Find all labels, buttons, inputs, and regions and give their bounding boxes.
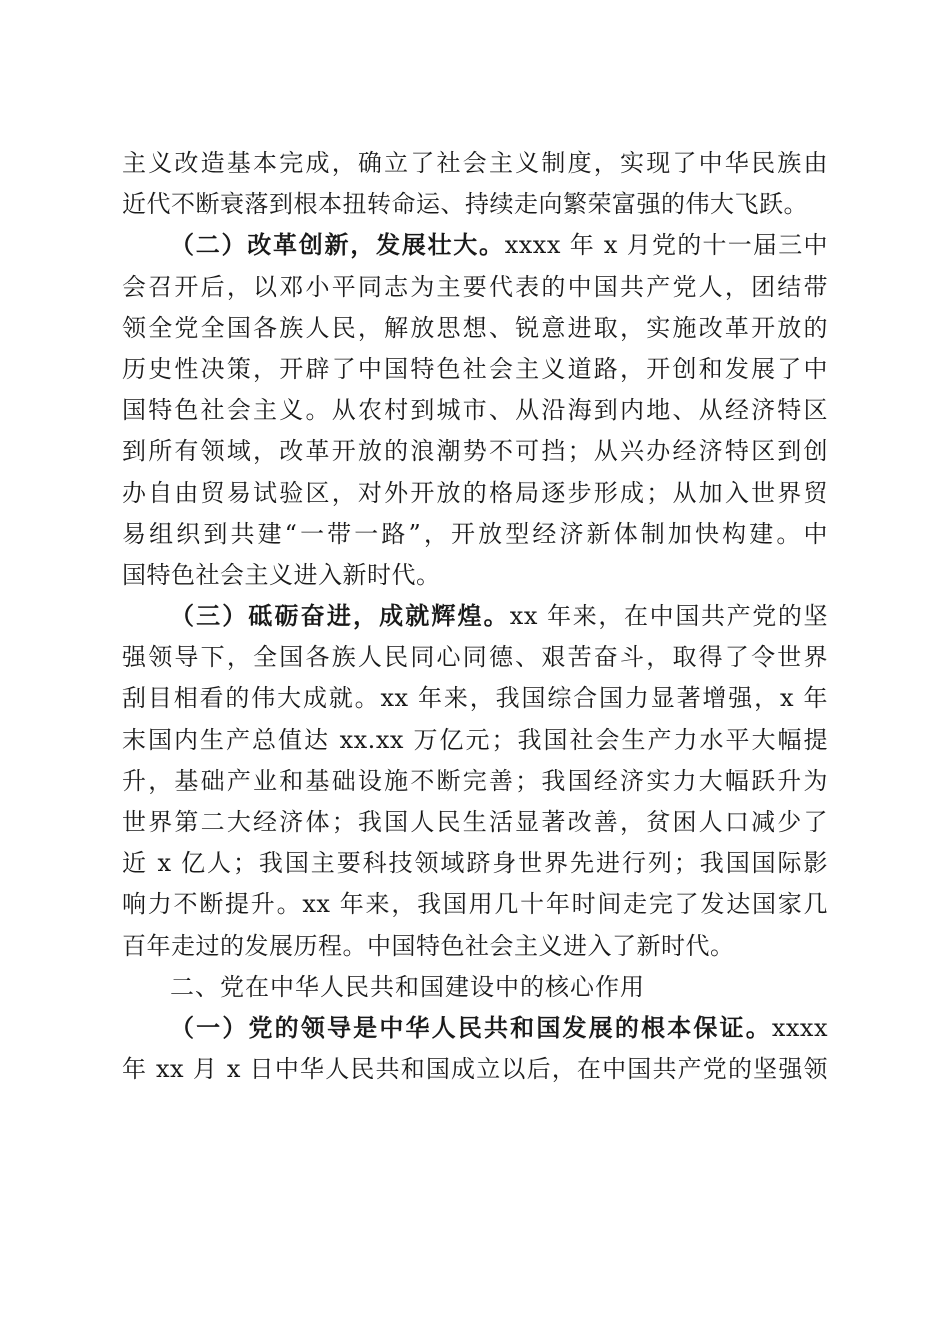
paragraph-first-line <box>122 1008 828 1049</box>
paragraph-line: 响力不断提升。xx 年来，我国用几十年时间走完了发达国家几 <box>122 890 828 919</box>
subheading-forge-ahead: （三）砥砺奋进，成就辉煌。 <box>170 602 510 631</box>
subheading-reform-innovation: （二）改革创新，发展壮大。 <box>170 231 505 260</box>
paragraph-line: 会召开后，以邓小平同志为主要代表的中国共产党人，团结带 <box>122 272 828 301</box>
paragraph-line: 易组织到共建“一带一路”，开放型经济新体制加快构建。中 <box>122 519 828 548</box>
document-page <box>122 143 828 1090</box>
paragraph-line: 国特色社会主义。从农村到城市、从沿海到内地、从经济特区 <box>122 396 828 425</box>
paragraph-line: 近代不断衰落到根本扭转命运、持续走向繁荣富强的伟大飞跃。 <box>122 190 808 219</box>
paragraph-line: 年 xx 月 x 日中华人民共和国成立以后，在中国共产党的坚强领 <box>122 1055 828 1084</box>
paragraph-line: 末国内生产总值达 xx.xx 万亿元；我国社会生产力水平大幅提 <box>122 725 828 754</box>
paragraph-first-line <box>122 225 828 266</box>
paragraph-line: 到所有领域，改革开放的浪潮势不可挡；从兴办经济特区到创 <box>122 437 828 466</box>
paragraph-lead-text: xx 年来，在中国共产党的坚 <box>509 602 829 631</box>
paragraph-lead-text: xxxx 年 x 月党的十一届三中 <box>504 231 829 260</box>
paragraph-line: 历史性决策，开辟了中国特色社会主义道路，开创和发展了中 <box>122 354 828 383</box>
paragraph-line: 百年走过的发展历程。中国特色社会主义进入了新时代。 <box>122 931 735 960</box>
paragraph-lead-text: xxxx <box>771 1013 828 1042</box>
paragraph-line: 强领导下，全国各族人民同心同德、艰苦奋斗，取得了令世界 <box>122 643 828 672</box>
paragraph-line: 刮目相看的伟大成就。xx 年来，我国综合国力显著增强，x 年 <box>122 684 828 713</box>
paragraph-line: 国特色社会主义进入新时代。 <box>122 560 441 589</box>
paragraph-line: 升，基础产业和基础设施不断完善；我国经济实力大幅跃升为 <box>122 766 828 795</box>
section-heading: 二、党在中华人民共和国建设中的核心作用 <box>170 972 645 1001</box>
paragraph-first-line <box>122 596 828 637</box>
paragraph-line: 领全党全国各族人民，解放思想、锐意进取，实施改革开放的 <box>122 313 828 342</box>
paragraph-line: 办自由贸易试验区，对外开放的格局逐步形成；从加入世界贸 <box>122 478 828 507</box>
paragraph-line: 主义改造基本完成，确立了社会主义制度，实现了中华民族由 <box>122 149 828 177</box>
subheading-party-leadership: （一）党的领导是中华人民共和国发展的根本保证。 <box>170 1013 772 1042</box>
paragraph-line: 世界第二大经济体；我国人民生活显著改善，贫困人口减少了 <box>122 808 828 836</box>
paragraph-line: 近 x 亿人；我国主要科技领域跻身世界先进行列；我国国际影 <box>122 849 828 878</box>
